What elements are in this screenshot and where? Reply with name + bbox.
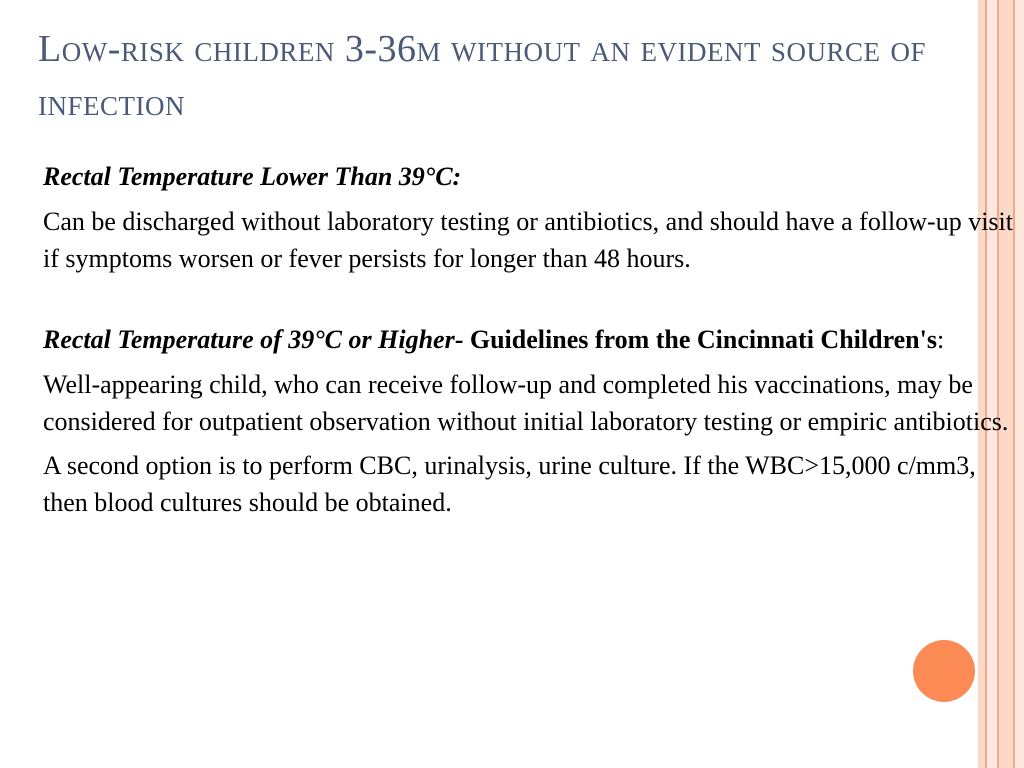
section2-heading-bold: - Guidelines from the Cincinnati Children's [454, 325, 937, 354]
slide-title: Low-risk children 3-36m without an evident source of infection [38, 28, 926, 124]
decorative-circle [913, 640, 975, 702]
section2-heading [43, 321, 1013, 359]
decorative-stripe [1015, 0, 1024, 768]
section1-text: Can be discharged without laboratory testing or antibiotics, and should have a follow-up visit if symptoms worsen or fever persists for longer than 48 hours. [43, 207, 1013, 273]
section1-heading: Rectal Temperature Lower Than 39°C: [43, 162, 462, 191]
spacer [43, 284, 1013, 321]
section2-heading-colon: : [936, 325, 945, 354]
section2-heading-italic: Rectal Temperature of 39°C or Higher [43, 325, 455, 354]
slide-body [43, 158, 1013, 528]
section2-text-2: A second option is to perform CBC, urinalysis, urine culture. If the WBC>15,000 c/mm3, then blood cultures should be obtained. [43, 451, 976, 517]
section2-text-1: Well-appearing child, who can receive follow-up and completed his vaccinations, may be considered for outpatient observation without initial laboratory testing or empiric antibiotics. [43, 370, 1009, 436]
